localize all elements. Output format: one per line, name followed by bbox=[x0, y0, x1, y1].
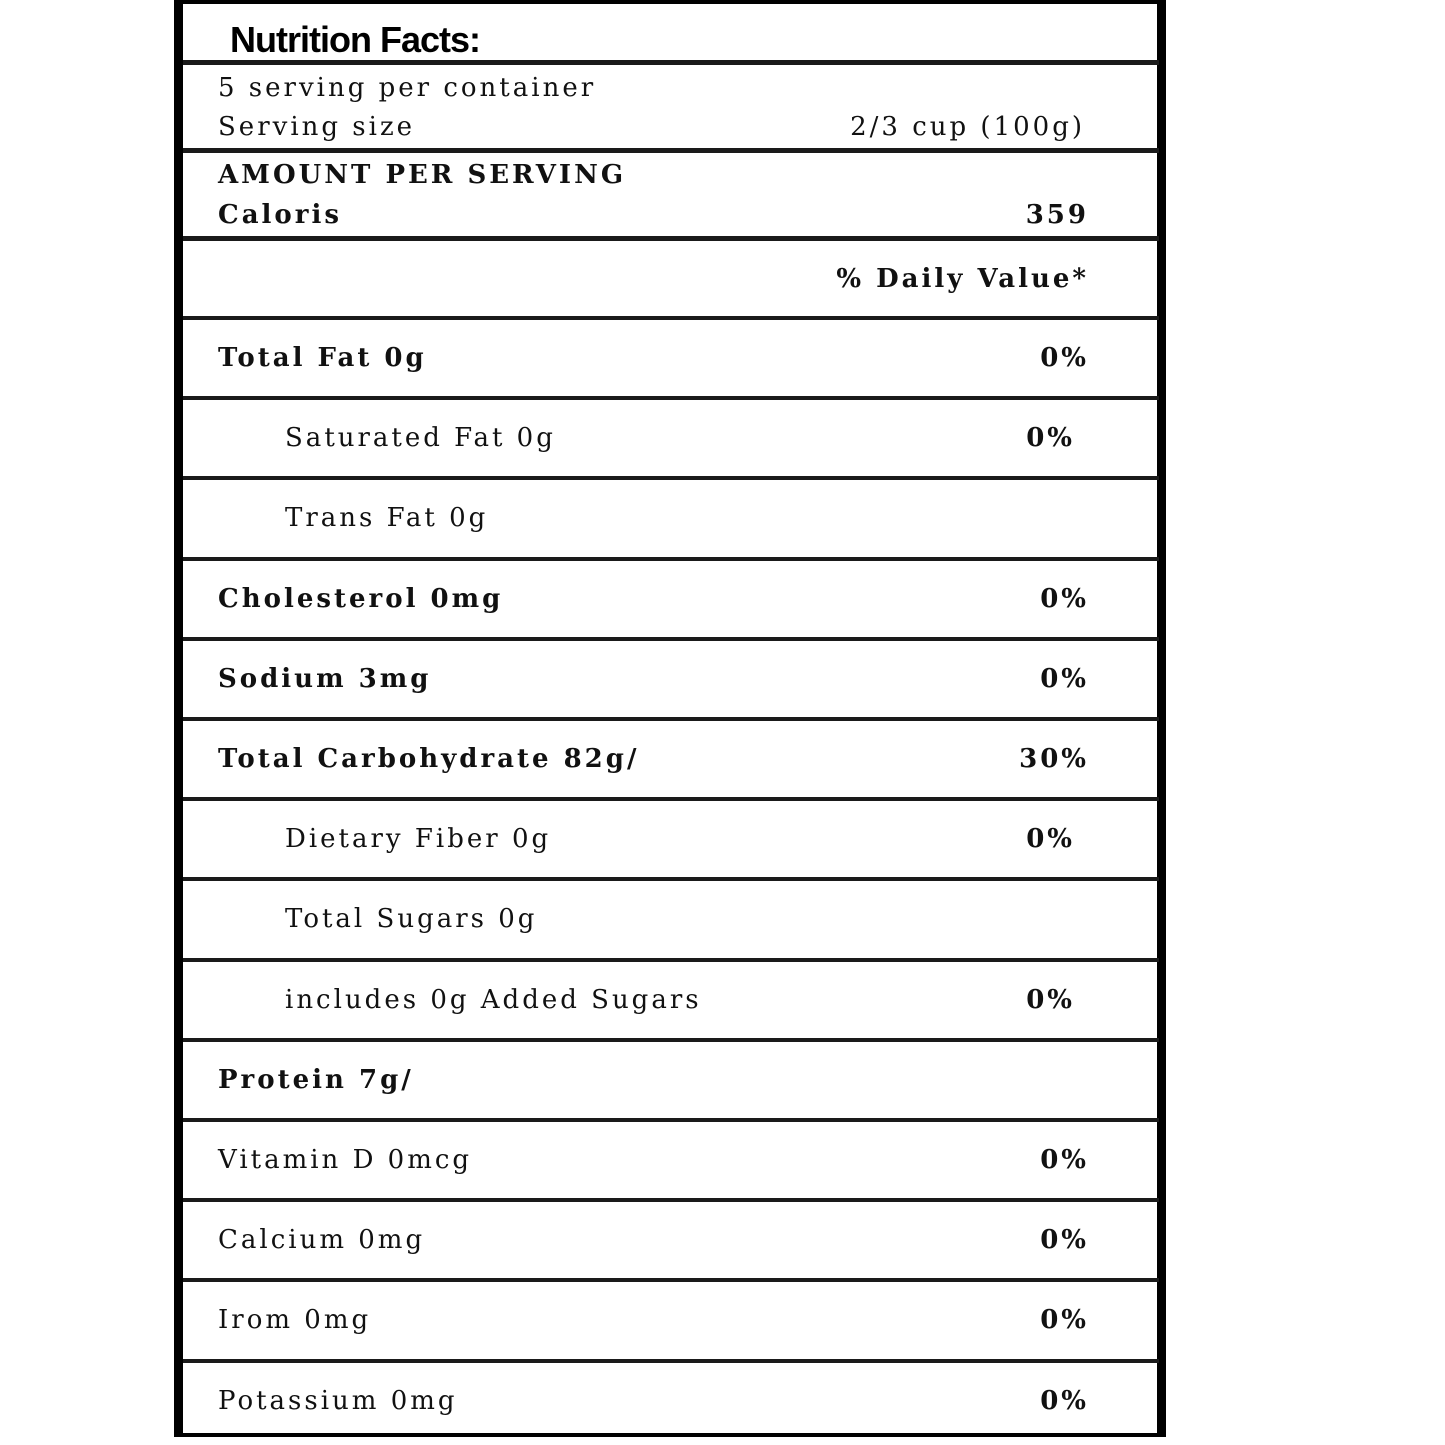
nutrient-daily-value: 0% bbox=[1040, 1305, 1089, 1335]
nutrient-daily-value: 0% bbox=[1026, 985, 1075, 1015]
nutrient-daily-value: 0% bbox=[1040, 584, 1089, 614]
daily-value-header: % Daily Value* bbox=[836, 264, 1089, 294]
divider bbox=[183, 1359, 1159, 1363]
divider bbox=[183, 476, 1159, 480]
divider bbox=[183, 557, 1159, 561]
calories-value: 359 bbox=[1025, 200, 1089, 230]
divider bbox=[183, 60, 1159, 65]
nutrient-label: Total Sugars 0g bbox=[285, 904, 538, 934]
nutrient-label: Trans Fat 0g bbox=[285, 503, 489, 533]
nutrient-daily-value: 0% bbox=[1026, 423, 1075, 453]
divider bbox=[183, 236, 1159, 241]
divider bbox=[183, 1118, 1159, 1122]
serving-size-value: 2/3 cup (100g) bbox=[850, 112, 1085, 142]
nutrient-daily-value: 0% bbox=[1040, 343, 1089, 373]
divider bbox=[183, 1278, 1159, 1282]
nutrient-label: Dietary Fiber 0g bbox=[285, 824, 552, 854]
divider bbox=[183, 316, 1159, 320]
nutrient-daily-value: 0% bbox=[1040, 1145, 1089, 1175]
calories-label: Caloris bbox=[218, 200, 342, 230]
nutrient-daily-value: 0% bbox=[1040, 1386, 1089, 1416]
divider bbox=[183, 877, 1159, 881]
nutrient-label: Total Carbohydrate 82g/ bbox=[218, 744, 640, 774]
serving-size-label: Serving size bbox=[218, 112, 416, 142]
nutrient-label: Saturated Fat 0g bbox=[285, 423, 556, 453]
nutrient-label: includes 0g Added Sugars bbox=[285, 985, 702, 1015]
nutrient-label: Cholesterol 0mg bbox=[218, 584, 504, 614]
nutrient-label: Protein 7g/ bbox=[218, 1065, 414, 1095]
divider bbox=[183, 1038, 1159, 1042]
nutrient-label: Sodium 3mg bbox=[218, 664, 432, 694]
nutrient-label: Calcium 0mg bbox=[218, 1225, 426, 1255]
divider bbox=[183, 1198, 1159, 1202]
nutrient-label: Irom 0mg bbox=[218, 1305, 372, 1335]
nutrient-daily-value: 0% bbox=[1040, 664, 1089, 694]
label-title: Nutrition Facts: bbox=[230, 19, 480, 60]
amount-per-serving-header: AMOUNT PER SERVING bbox=[218, 160, 627, 190]
nutrient-daily-value: 0% bbox=[1026, 824, 1075, 854]
divider bbox=[183, 396, 1159, 400]
nutrient-label: Vitamin D 0mcg bbox=[218, 1145, 473, 1175]
nutrient-label: Potassium 0mg bbox=[218, 1386, 458, 1416]
divider bbox=[183, 637, 1159, 641]
nutrient-daily-value: 30% bbox=[1019, 744, 1089, 774]
nutrient-label: Total Fat 0g bbox=[218, 343, 427, 373]
divider bbox=[183, 958, 1159, 962]
divider bbox=[183, 717, 1159, 721]
divider bbox=[183, 148, 1159, 153]
nutrient-daily-value: 0% bbox=[1040, 1225, 1089, 1255]
divider bbox=[183, 797, 1159, 801]
servings-per-container: 5 serving per container bbox=[218, 73, 597, 103]
